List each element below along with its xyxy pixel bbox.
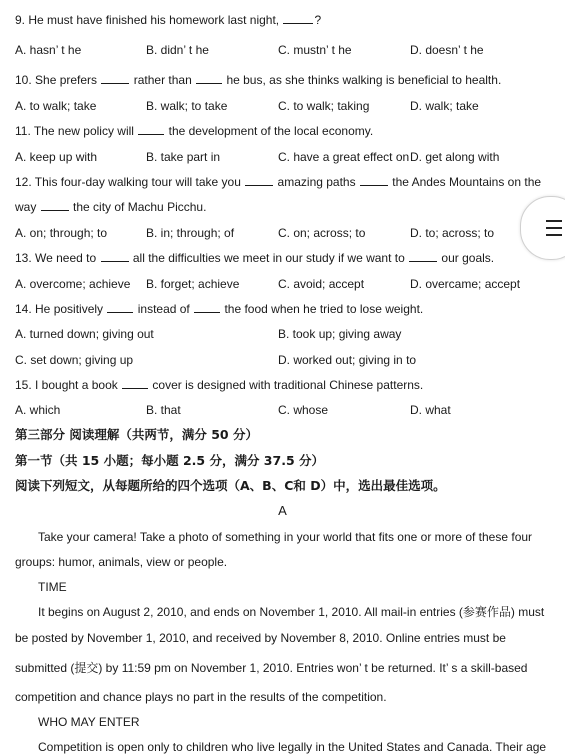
answer-blank bbox=[41, 200, 69, 211]
q10-option-b: B. walk; to take bbox=[146, 99, 228, 113]
q14-option-d: D. worked out; giving in to bbox=[278, 353, 417, 367]
q15-option-b: B. that bbox=[146, 403, 181, 417]
answer-blank bbox=[283, 13, 313, 24]
answer-blank bbox=[409, 251, 437, 262]
q14-option-c: C. set down; giving up bbox=[15, 353, 134, 367]
answer-blank bbox=[194, 302, 220, 313]
menu-button[interactable] bbox=[520, 196, 565, 260]
question-15-stem: 15. I bought a book cover is designed with traditional Chinese patterns. bbox=[15, 378, 424, 392]
q12-option-d: D. to; across; to bbox=[410, 226, 495, 240]
q14-option-b: B. took up; giving away bbox=[278, 327, 402, 341]
q9-option-c: C. mustn’ t he bbox=[278, 43, 352, 57]
question-11-stem: 11. The new policy will the development of the local economy. bbox=[15, 124, 374, 138]
q13-option-a: A. overcome; achieve bbox=[15, 277, 131, 291]
q11-option-c: C. have a great effect on bbox=[278, 150, 410, 164]
section-heading-who-may-enter: WHO MAY ENTER bbox=[38, 715, 140, 729]
passage-paragraph-2-line-2: be posted by November 1, 2010, and received by November 8, 2010. Online entries must be bbox=[15, 631, 506, 645]
q9-option-b: B. didn’ t he bbox=[146, 43, 209, 57]
q13-option-b: B. forget; achieve bbox=[146, 277, 240, 291]
answer-blank bbox=[107, 302, 133, 313]
q10-option-c: C. to walk; taking bbox=[278, 99, 370, 113]
q12-option-a: A. on; through; to bbox=[15, 226, 108, 240]
passage-paragraph-2-line-3: submitted (提交) by 11:59 pm on November 1, 2010. Entries won’ t be returned. It’ s a skill-based bbox=[15, 661, 528, 675]
q15-option-d: D. what bbox=[410, 403, 451, 417]
answer-blank bbox=[101, 251, 129, 262]
q15-option-a: A. which bbox=[15, 403, 61, 417]
q9-option-d: D. doesn’ t he bbox=[410, 43, 484, 57]
answer-blank bbox=[245, 175, 273, 186]
q13-option-c: C. avoid; accept bbox=[278, 277, 365, 291]
q12-option-c: C. on; across; to bbox=[278, 226, 366, 240]
passage-paragraph-2-line-4: competition and chance plays no part in the results of the competition. bbox=[15, 690, 387, 704]
answer-blank bbox=[101, 73, 129, 84]
q15-option-c: C. whose bbox=[278, 403, 329, 417]
question-12-stem: 12. This four-day walking tour will take you amazing paths the Andes Mountains on the bbox=[15, 175, 542, 189]
part-three-title: 第三部分 阅读理解（共两节，满分 50 分） bbox=[15, 427, 258, 442]
question-10-stem: 10. She prefers rather than he bus, as she thinks walking is beneficial to health. bbox=[15, 73, 502, 87]
q14-option-a: A. turned down; giving out bbox=[15, 327, 154, 341]
q11-option-d: D. get along with bbox=[410, 150, 500, 164]
question-9-stem: 9. He must have finished his homework last night, ? bbox=[15, 13, 322, 27]
question-13-stem: 13. We need to all the difficulties we meet in our study if we want to our goals. bbox=[15, 251, 495, 265]
q11-option-b: B. take part in bbox=[146, 150, 221, 164]
answer-blank bbox=[360, 175, 388, 186]
section-heading-time: TIME bbox=[38, 580, 67, 594]
answer-blank bbox=[138, 124, 164, 135]
q10-option-d: D. walk; take bbox=[410, 99, 479, 113]
passage-paragraph-1-line-1: Take your camera! Take a photo of something in your world that fits one or more of these four bbox=[38, 530, 533, 544]
q12-option-b: B. in; through; of bbox=[146, 226, 235, 240]
passage-paragraph-2-line-1: It begins on August 2, 2010, and ends on November 1, 2010. All mail-in entries (参赛作品) must bbox=[38, 605, 545, 619]
q10-option-a: A. to walk; take bbox=[15, 99, 97, 113]
q9-option-a: A. hasn’ t he bbox=[15, 43, 82, 57]
answer-blank bbox=[196, 73, 222, 84]
q11-option-a: A. keep up with bbox=[15, 150, 98, 164]
question-14-stem: 14. He positively instead of the food when he tried to lose weight. bbox=[15, 302, 424, 316]
reading-instructions: 阅读下列短文，从每题所给的四个选项（A、B、C和 D）中，选出最佳选项。 bbox=[15, 478, 446, 493]
q13-option-d: D. overcame; accept bbox=[410, 277, 521, 291]
passage-paragraph-1-line-2: groups: humor, animals, view or people. bbox=[15, 555, 228, 569]
answer-blank bbox=[122, 378, 148, 389]
question-12-stem-continued: way the city of Machu Picchu. bbox=[15, 200, 207, 214]
section-one-heading: 第一节（共 15 小题；每小题 2.5 分，满分 37.5 分） bbox=[15, 453, 324, 468]
passage-paragraph-3-line-1: Competition is open only to children who live legally in the United States and Canada. Their age bbox=[38, 740, 547, 754]
passage-label: A bbox=[278, 503, 287, 518]
